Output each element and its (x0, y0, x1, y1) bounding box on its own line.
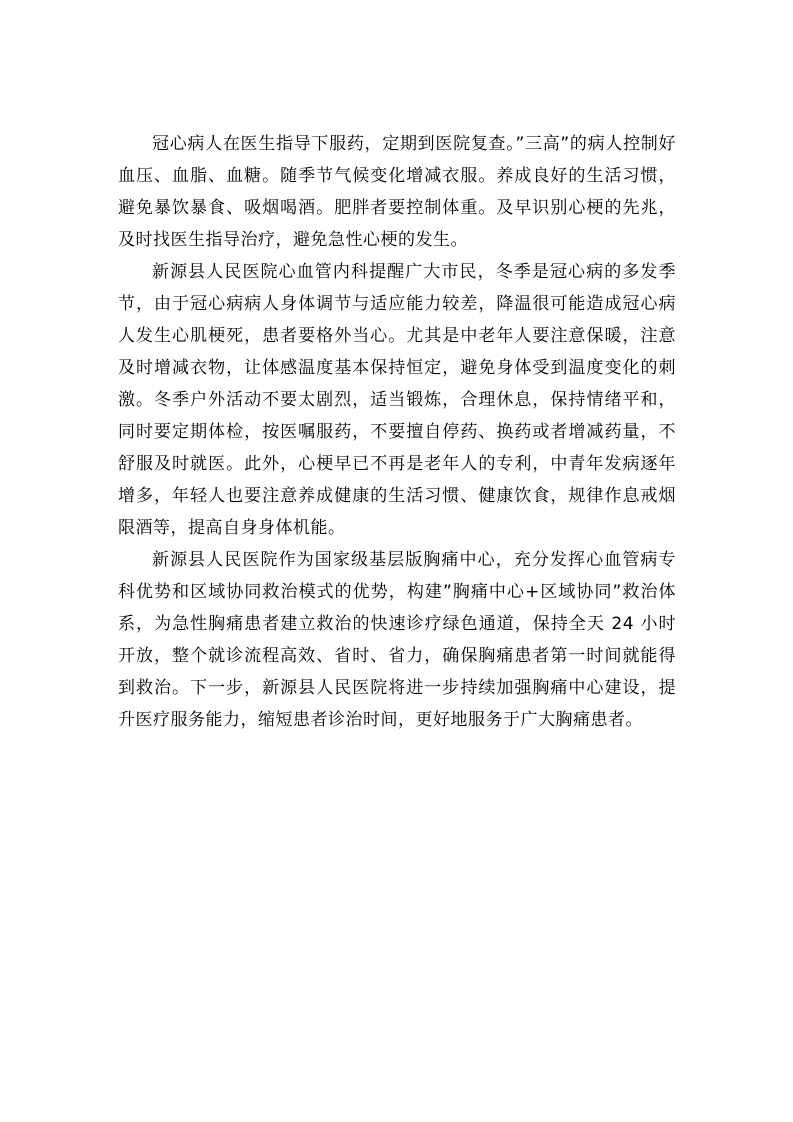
paragraph-1: 冠心病人在医生指导下服药，定期到医院复查。”三高”的病人控制好血压、血脂、血糖。随季节气候变化增减衣服。养成良好的生活习惯，避免暴饮暴食、吸烟喝酒。肥胖者要控制体重。及早识别心梗的先兆，及时找医生指导治疗，避免急性心梗的发生。 (118, 134, 676, 250)
paragraph-2: 新源县人民医院心血管内科提醒广大市民，冬季是冠心病的多发季节，由于冠心病病人身体调节与适应能力较差，降温很可能造成冠心病人发生心肌梗死，患者要格外当心。尤其是中老年人要注意保暖，注意及时增减衣物，让体感温度基本保持恒定，避免身体受到温度变化的刺激。冬季户外活动不要太剧烈，适当锻炼，合理休息，保持情绪平和，同时要定期体检，按医嘱服药，不要擅自停药、换药或者增减药量，不舒服及时就医。此外，心梗早已不再是老年人的专利，中青年发病逐年增多，年轻人也要注意养成健康的生活习惯、健康饮食，规律作息戒烟限酒等，提高自身身体机能。 (118, 262, 676, 538)
document-body (118, 128, 676, 736)
paragraph-3: 新源县人民医院作为国家级基层版胸痛中心，充分发挥心血管病专科优势和区域协同救治模式的优势，构建”胸痛中心+区域协同”救治体系，为急性胸痛患者建立救治的快速诊疗绿色通道，保持全天 24 小时开放，整个就诊流程高效、省时、省力，确保胸痛患者第一时间就能得到救治。下一步，新源县人民医院将进一步持续加强胸痛中心建设，提升医疗服务能力，缩短患者诊治时间，更好地服务于广大胸痛患者。 (118, 550, 676, 730)
